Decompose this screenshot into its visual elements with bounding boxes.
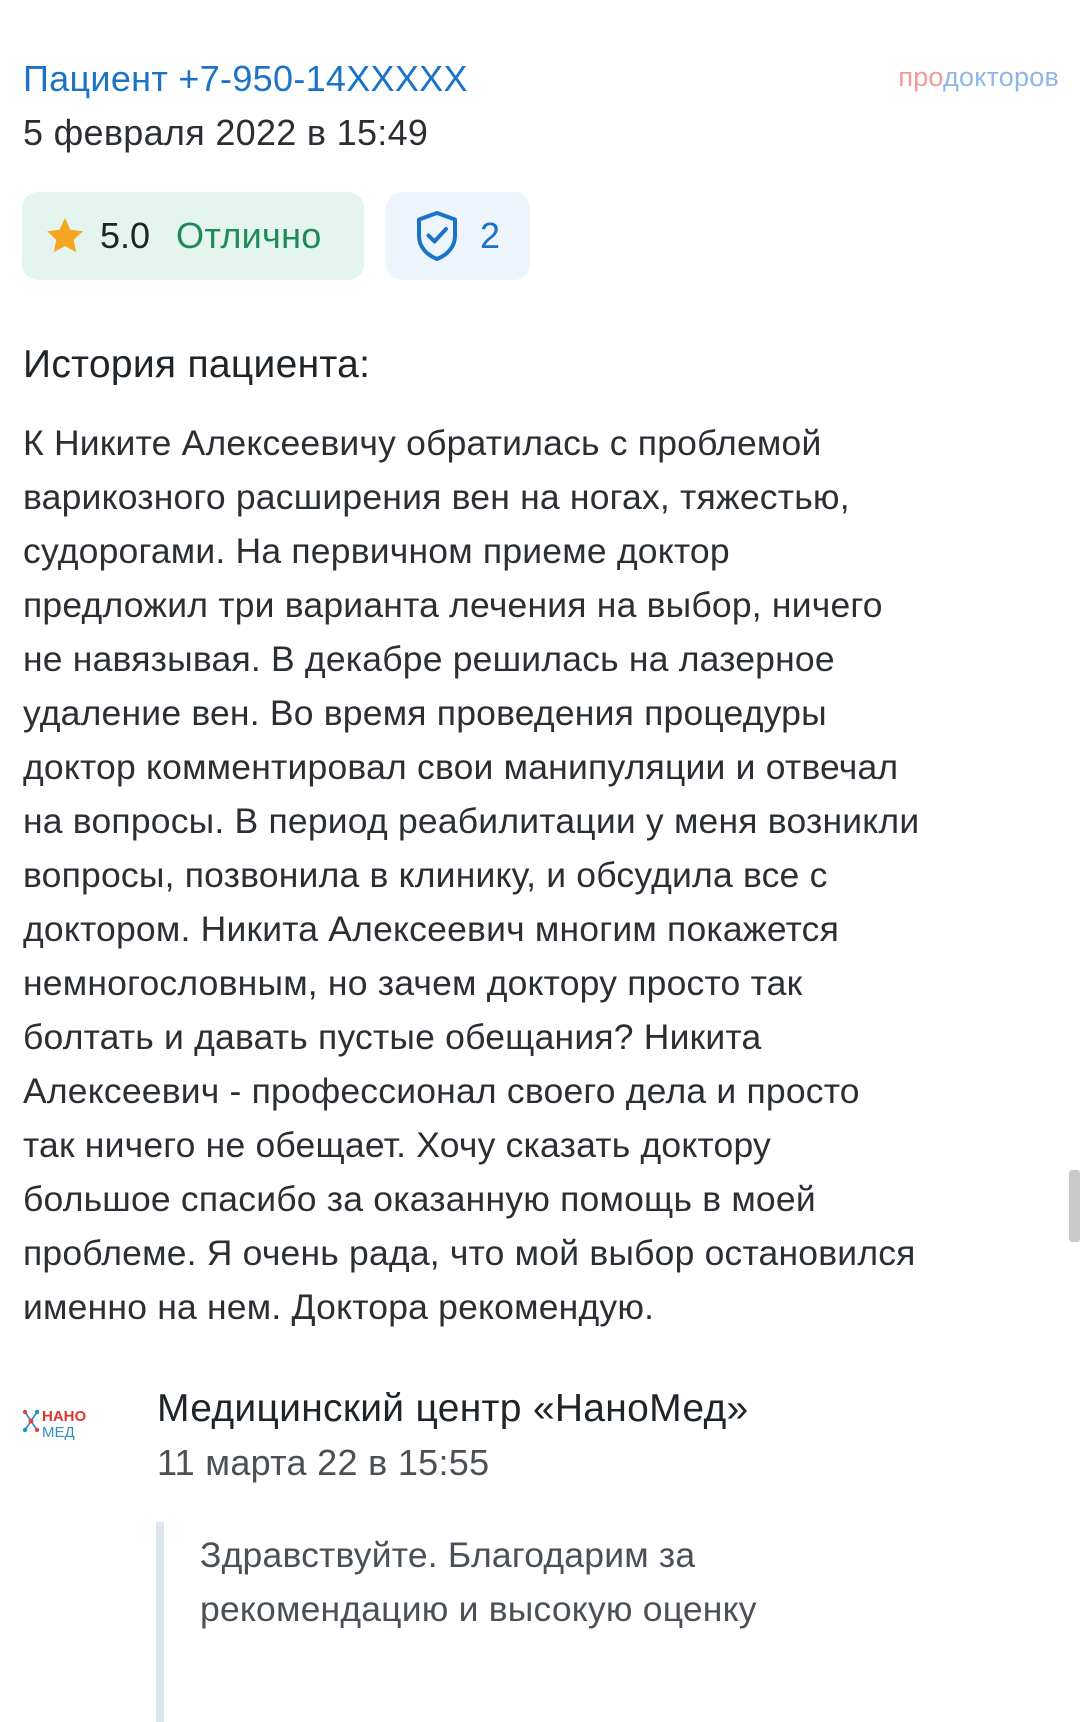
verified-count: 2 [480, 215, 501, 256]
review-badges [22, 192, 530, 280]
review-author-link[interactable]: Пациент +7-950-14XXXXX [23, 58, 468, 99]
shield-check-icon [414, 210, 460, 262]
rating-value: 5.0 [100, 215, 151, 256]
review-header [23, 56, 468, 156]
reply-text: Здравствуйте. Благодарим за рекомендацию и высокую оценку [156, 1522, 1036, 1722]
verified-badge[interactable] [386, 192, 530, 280]
brand-part-doctors: докторов [943, 62, 1059, 92]
clinic-logo-icon[interactable] [22, 1404, 122, 1444]
rating-label: Отлично [176, 215, 322, 256]
clinic-logo-line1: НАНО [42, 1408, 87, 1425]
rating-badge[interactable] [22, 192, 364, 280]
review-text: К Никите Алексеевичу обратилась с проблемой варикозного расширения вен на ногах, тяжестью, судорогами. На первичном приеме доктор предложил три варианта лечения на выбор, ничего не навязывая. В декабре решилась на лазерное удаление вен. Во время проведения процедуры доктор комментировал свои манипуляции и отвечал на вопросы. В период реабилитации у меня возникли вопросы, позвонила в клинику, и обсудила все с доктором. Никита Алексеевич многим покажется немногословным, но зачем доктору просто так болтать и давать пустые обещания? Никита Алексеевич - профессионал своего дела и просто так ничего не обещает. Хочу сказать доктору большое спасибо за оказанную помощь в моей проблеме. Я очень рада, что мой выбор остановился именно на нем. Доктора рекомендую. [23, 423, 920, 1327]
star-icon [44, 215, 86, 257]
prodoctorov-logo[interactable] [898, 60, 1059, 94]
review-date: 5 февраля 2022 в 15:49 [23, 112, 429, 153]
brand-part-pro: про [898, 62, 944, 92]
clinic-logo-line2: МЕД [42, 1424, 75, 1441]
section-title: История пациента: [23, 343, 371, 386]
reply-date: 11 марта 22 в 15:55 [157, 1442, 490, 1483]
clinic-name[interactable]: Медицинский центр «НаноМед» [157, 1387, 749, 1430]
scrollbar-thumb[interactable] [1069, 1170, 1080, 1242]
